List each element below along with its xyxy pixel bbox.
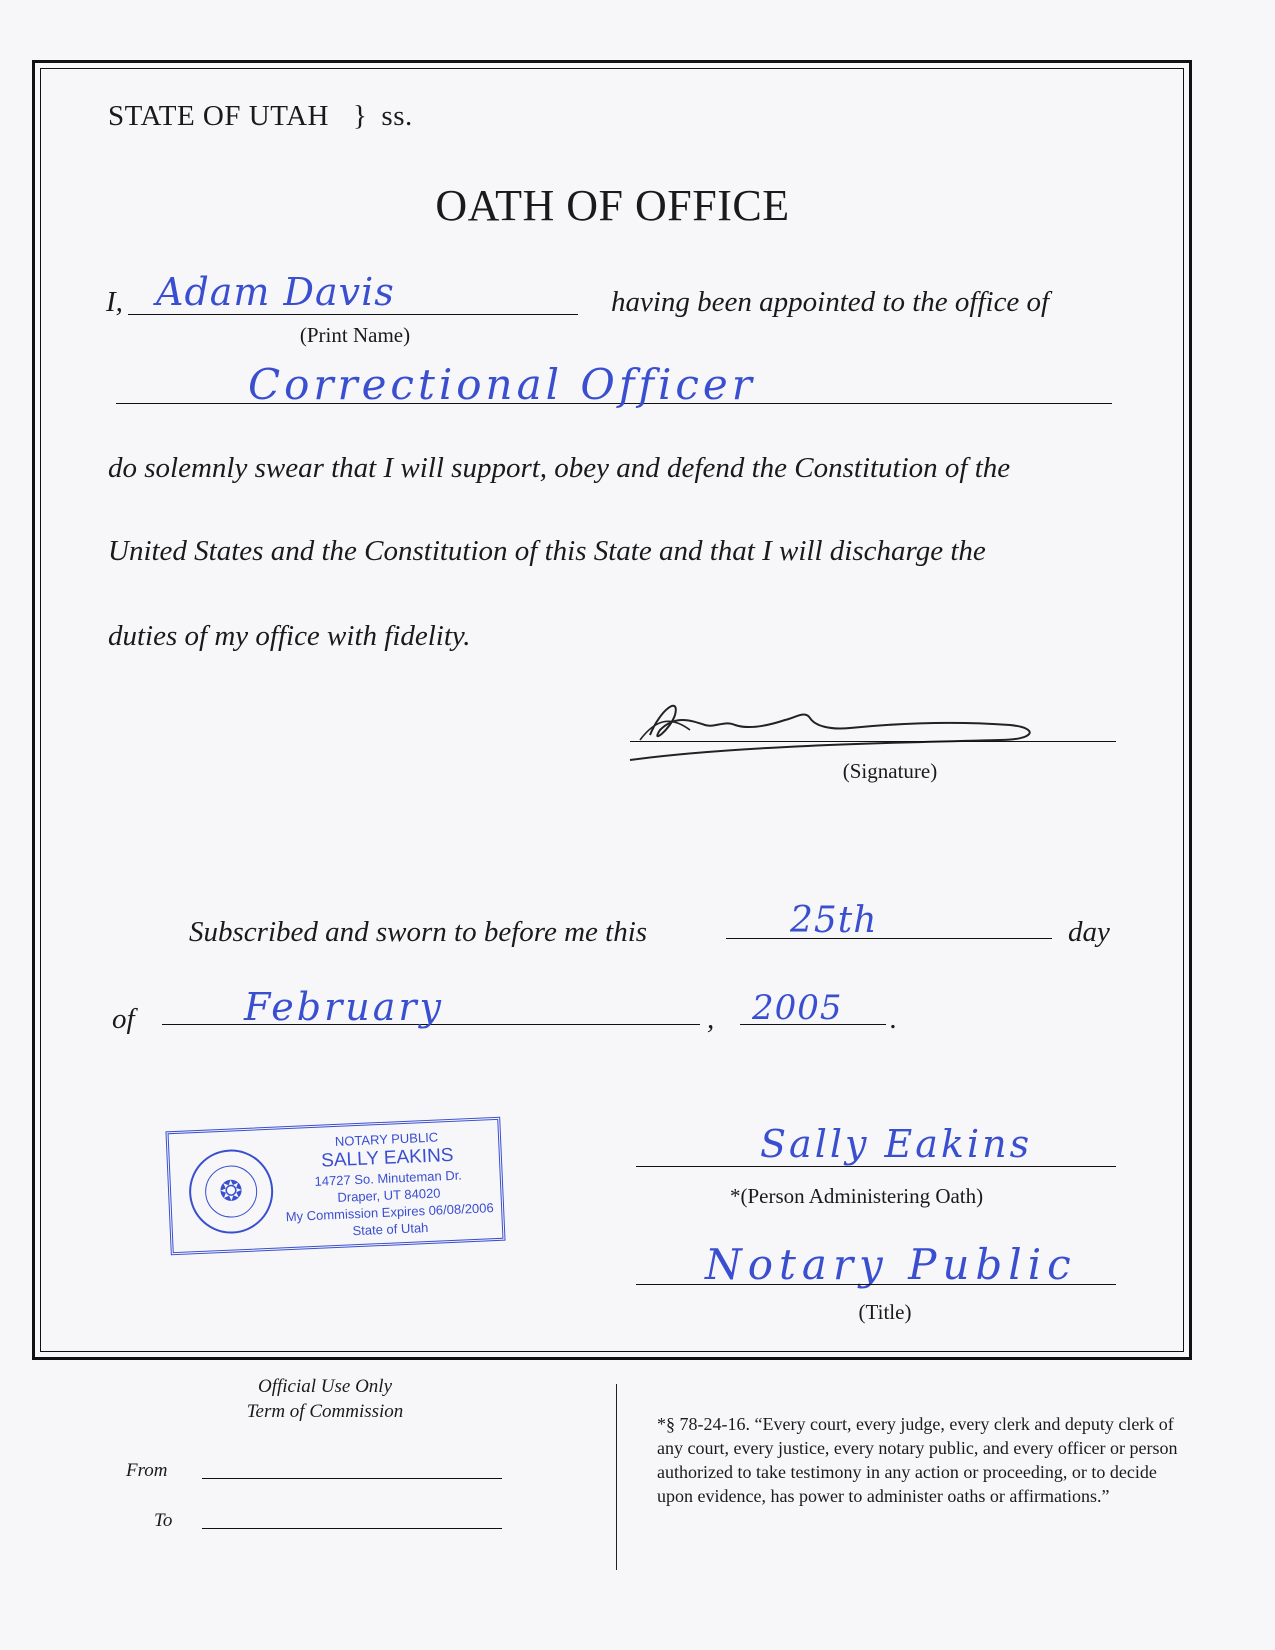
- administering-signature: Sally Eakins: [760, 1122, 1033, 1166]
- beehive-icon: ❂: [204, 1164, 258, 1218]
- appointed-text: having been appointed to the office of: [611, 286, 1050, 318]
- signature-line[interactable]: [630, 741, 1116, 742]
- stamp-line-2: SALLY EAKINS: [320, 1144, 454, 1172]
- sworn-text: Subscribed and sworn to before me this: [189, 916, 648, 948]
- to-label: To: [154, 1510, 173, 1531]
- title-line[interactable]: [636, 1284, 1116, 1285]
- official-use-label: Official Use Only: [257, 1376, 393, 1397]
- year-handwritten: 2005: [752, 988, 843, 1028]
- administering-line[interactable]: [636, 1166, 1116, 1167]
- print-name-line[interactable]: [128, 314, 578, 315]
- term-of-commission-label: Term of Commission: [246, 1401, 404, 1422]
- administering-label: *(Person Administering Oath): [730, 1184, 984, 1208]
- signature-drawing: [620, 690, 1080, 770]
- stamp-text: [279, 1126, 498, 1242]
- title-label: (Title): [858, 1300, 912, 1324]
- statute-note: *§ 78-24-16. “Every court, every judge, every clerk and deputy clerk of any court, every justice, every notary public, and every officer or person authorized to take testimony in any action or proceeding, or to decide upon evidence, has power to administer oaths or affirmations.”: [657, 1414, 1178, 1506]
- oath-body-line-3: duties of my office with fidelity.: [108, 620, 471, 652]
- state-seal-icon: [187, 1148, 275, 1236]
- office-handwritten: Correctional Officer: [248, 360, 756, 409]
- oath-prefix: I,: [106, 286, 123, 318]
- day-line[interactable]: [726, 938, 1052, 939]
- day-word: day: [1068, 916, 1110, 948]
- period: .: [890, 1003, 898, 1035]
- of-word: of: [112, 1003, 135, 1035]
- document-title: OATH OF OFFICE: [435, 181, 790, 230]
- oath-body-line-1: do solemnly swear that I will support, obey and defend the Constitution of the: [108, 452, 1011, 484]
- signature-label: (Signature): [842, 759, 938, 783]
- from-label: From: [126, 1460, 168, 1481]
- brace: }: [352, 100, 368, 132]
- stamp-line-5: My Commission Expires 06/08/2006: [285, 1200, 494, 1225]
- title-handwritten: Notary Public: [705, 1240, 1077, 1289]
- from-line[interactable]: [202, 1478, 502, 1479]
- comma: ,: [707, 1003, 715, 1035]
- stamp-line-1: NOTARY PUBLIC: [334, 1129, 439, 1149]
- oath-body-line-2: United States and the Constitution of this State and that I will discharge the: [108, 535, 986, 567]
- stamp-line-4: Draper, UT 84020: [337, 1185, 441, 1205]
- stamp-line-6: State of Utah: [352, 1219, 429, 1239]
- to-line[interactable]: [202, 1528, 502, 1529]
- vertical-divider: [616, 1384, 617, 1570]
- month-handwritten: February: [244, 985, 445, 1029]
- notary-stamp: [165, 1117, 505, 1255]
- stamp-line-3: 14727 So. Minuteman Dr.: [314, 1167, 463, 1189]
- print-name-label: (Print Name): [299, 323, 411, 347]
- ss-abbrev: ss.: [381, 100, 413, 132]
- state-name: STATE OF UTAH: [108, 100, 329, 132]
- day-handwritten: 25th: [790, 900, 878, 941]
- state-heading: [108, 100, 413, 133]
- print-name-handwritten: Adam Davis: [156, 270, 395, 314]
